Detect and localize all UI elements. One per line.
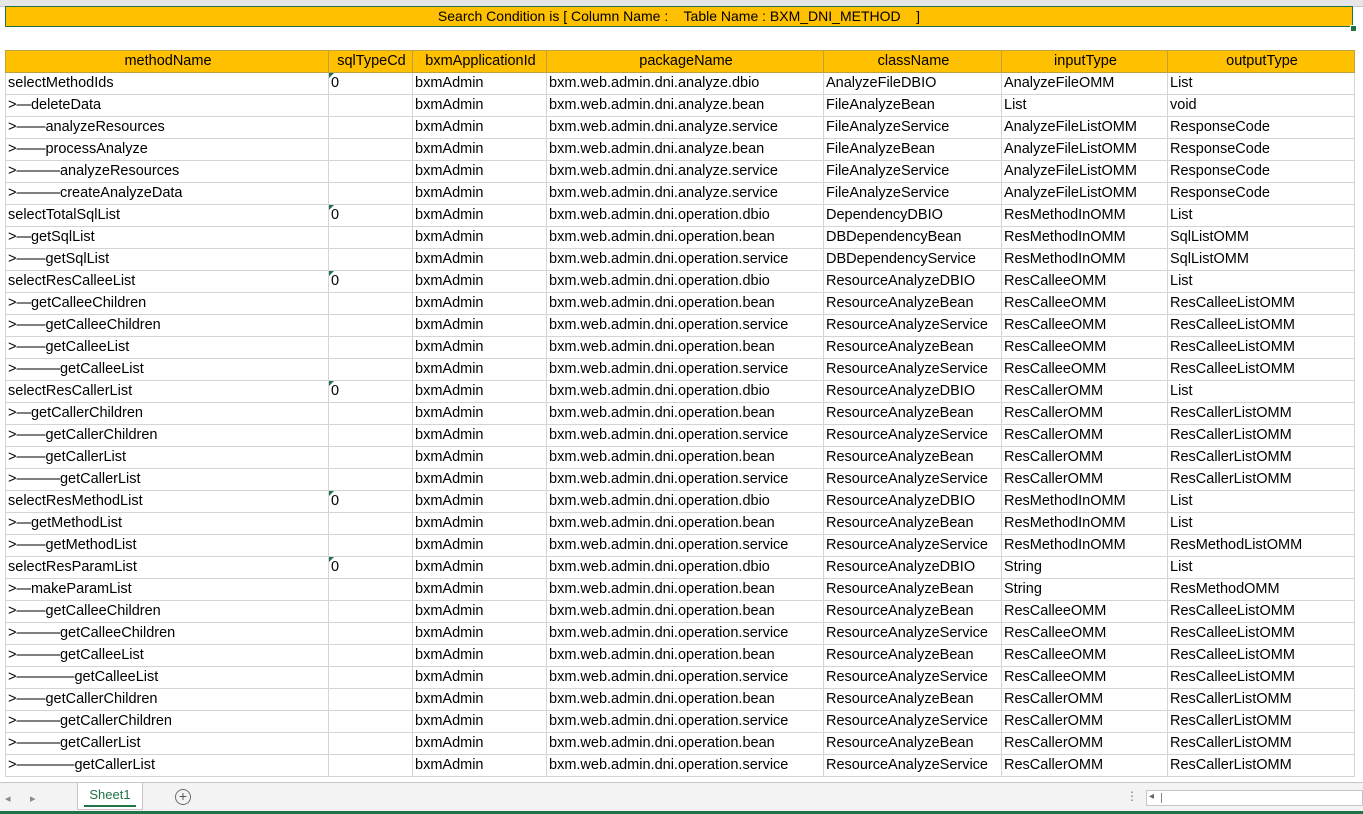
cell-outputType[interactable]: ResCalleeListOMM <box>1168 601 1355 623</box>
table-row <box>6 315 1355 337</box>
cell-className[interactable]: FileAnalyzeBean <box>824 139 1002 161</box>
cell-outputType[interactable]: ResCallerListOMM <box>1168 425 1355 447</box>
cell-sqlTypeCd[interactable] <box>329 117 413 139</box>
column-header[interactable]: packageName <box>547 51 824 73</box>
cell-className[interactable]: ResourceAnalyzeService <box>824 623 1002 645</box>
cell-bxmApplicationId[interactable]: bxmAdmin <box>413 359 547 381</box>
horizontal-scrollbar[interactable] <box>1146 790 1363 806</box>
column-header[interactable]: className <box>824 51 1002 73</box>
cell-outputType[interactable]: List <box>1168 557 1355 579</box>
cell-inputType[interactable]: ResCallerOMM <box>1002 689 1168 711</box>
cell-outputType[interactable]: ResCallerListOMM <box>1168 689 1355 711</box>
cell-sqlTypeCd[interactable] <box>329 183 413 205</box>
cell-bxmApplicationId[interactable]: bxmAdmin <box>413 645 547 667</box>
cell-outputType[interactable]: List <box>1168 513 1355 535</box>
table-row <box>6 249 1355 271</box>
cell-outputType[interactable]: ResCalleeListOMM <box>1168 337 1355 359</box>
table-row <box>6 733 1355 755</box>
cell-inputType[interactable]: ResCalleeOMM <box>1002 293 1168 315</box>
table-row <box>6 161 1355 183</box>
table-row <box>6 183 1355 205</box>
cell-inputType[interactable]: ResMethodInOMM <box>1002 227 1168 249</box>
cell-methodName[interactable]: >——getCalleeChildren <box>6 315 329 337</box>
cell-sqlTypeCd[interactable] <box>329 139 413 161</box>
cell-className[interactable]: DBDependencyService <box>824 249 1002 271</box>
cell-sqlTypeCd[interactable] <box>329 601 413 623</box>
cell-sqlTypeCd[interactable]: 0 <box>329 381 413 403</box>
cell-sqlTypeCd[interactable] <box>329 733 413 755</box>
cell-inputType[interactable]: ResCallerOMM <box>1002 381 1168 403</box>
cell-sqlTypeCd[interactable] <box>329 535 413 557</box>
table-row <box>6 403 1355 425</box>
table-row <box>6 623 1355 645</box>
table-row <box>6 535 1355 557</box>
table-row <box>6 381 1355 403</box>
cell-outputType[interactable]: List <box>1168 381 1355 403</box>
cell-methodName[interactable]: >——getSqlList <box>6 249 329 271</box>
column-header[interactable]: outputType <box>1168 51 1355 73</box>
cell-outputType[interactable]: ResCalleeListOMM <box>1168 623 1355 645</box>
cell-methodName[interactable]: >——analyzeResources <box>6 117 329 139</box>
cell-bxmApplicationId[interactable]: bxmAdmin <box>413 271 547 293</box>
cell-bxmApplicationId[interactable]: bxmAdmin <box>413 447 547 469</box>
cell-bxmApplicationId[interactable]: bxmAdmin <box>413 315 547 337</box>
cell-inputType[interactable]: ResCallerOMM <box>1002 403 1168 425</box>
green-triangle-icon <box>329 491 334 496</box>
cell-className[interactable]: ResourceAnalyzeBean <box>824 337 1002 359</box>
cell-sqlTypeCd[interactable] <box>329 623 413 645</box>
table-row <box>6 491 1355 513</box>
table-row <box>6 447 1355 469</box>
cell-bxmApplicationId[interactable]: bxmAdmin <box>413 755 547 777</box>
cell-methodName[interactable]: >———getCallerChildren <box>6 711 329 733</box>
cell-className[interactable]: ResourceAnalyzeService <box>824 315 1002 337</box>
cell-className[interactable]: ResourceAnalyzeService <box>824 469 1002 491</box>
cell-sqlTypeCd[interactable] <box>329 95 413 117</box>
cell-methodName[interactable]: >—getCalleeChildren <box>6 293 329 315</box>
cell-packageName[interactable]: bxm.web.admin.dni.operation.service <box>547 623 824 645</box>
cell-packageName[interactable]: bxm.web.admin.dni.operation.bean <box>547 447 824 469</box>
cell-bxmApplicationId[interactable]: bxmAdmin <box>413 579 547 601</box>
cell-bxmApplicationId[interactable]: bxmAdmin <box>413 491 547 513</box>
cell-outputType[interactable]: SqlListOMM <box>1168 227 1355 249</box>
cell-methodName[interactable]: >———analyzeResources <box>6 161 329 183</box>
cell-bxmApplicationId[interactable]: bxmAdmin <box>413 469 547 491</box>
column-header[interactable]: methodName <box>6 51 329 73</box>
cell-className[interactable]: FileAnalyzeService <box>824 161 1002 183</box>
cell-inputType[interactable]: ResCalleeOMM <box>1002 337 1168 359</box>
cell-packageName[interactable]: bxm.web.admin.dni.operation.dbio <box>547 205 824 227</box>
cell-className[interactable]: FileAnalyzeService <box>824 183 1002 205</box>
column-header[interactable]: sqlTypeCd <box>329 51 413 73</box>
cell-sqlTypeCd[interactable] <box>329 161 413 183</box>
cell-bxmApplicationId[interactable]: bxmAdmin <box>413 601 547 623</box>
cell-packageName[interactable]: bxm.web.admin.dni.analyze.bean <box>547 95 824 117</box>
cell-outputType[interactable]: ResCallerListOMM <box>1168 711 1355 733</box>
cell-bxmApplicationId[interactable]: bxmAdmin <box>413 425 547 447</box>
cell-bxmApplicationId[interactable]: bxmAdmin <box>413 117 547 139</box>
cell-outputType[interactable]: ResCalleeListOMM <box>1168 359 1355 381</box>
cell-bxmApplicationId[interactable]: bxmAdmin <box>413 205 547 227</box>
cell-packageName[interactable]: bxm.web.admin.dni.operation.service <box>547 755 824 777</box>
cell-outputType[interactable]: SqlListOMM <box>1168 249 1355 271</box>
split-handle-icon[interactable]: ⋮ <box>1126 789 1138 803</box>
cell-sqlTypeCd[interactable] <box>329 513 413 535</box>
cell-className[interactable]: ResourceAnalyzeService <box>824 755 1002 777</box>
cell-className[interactable]: ResourceAnalyzeBean <box>824 601 1002 623</box>
cell-outputType[interactable]: ResCallerListOMM <box>1168 403 1355 425</box>
table-row <box>6 755 1355 777</box>
cell-bxmApplicationId[interactable]: bxmAdmin <box>413 161 547 183</box>
cell-outputType[interactable]: ResCallerListOMM <box>1168 733 1355 755</box>
cell-packageName[interactable]: bxm.web.admin.dni.operation.bean <box>547 579 824 601</box>
table-row <box>6 711 1355 733</box>
cell-bxmApplicationId[interactable]: bxmAdmin <box>413 139 547 161</box>
cell-outputType[interactable]: ResMethodListOMM <box>1168 535 1355 557</box>
cell-methodName[interactable]: >————getCallerList <box>6 755 329 777</box>
cell-inputType[interactable]: AnalyzeFileListOMM <box>1002 161 1168 183</box>
table-row <box>6 139 1355 161</box>
cell-packageName[interactable]: bxm.web.admin.dni.analyze.service <box>547 183 824 205</box>
cell-methodName[interactable]: >—deleteData <box>6 95 329 117</box>
table-row <box>6 513 1355 535</box>
cell-inputType[interactable]: String <box>1002 557 1168 579</box>
cell-bxmApplicationId[interactable]: bxmAdmin <box>413 689 547 711</box>
cell-bxmApplicationId[interactable]: bxmAdmin <box>413 667 547 689</box>
green-triangle-icon <box>329 271 334 276</box>
cell-outputType[interactable]: ResCalleeListOMM <box>1168 667 1355 689</box>
cell-bxmApplicationId[interactable]: bxmAdmin <box>413 733 547 755</box>
sheet-nav-next-icon[interactable]: ▸ <box>30 793 36 805</box>
cell-methodName[interactable]: >———getCalleeChildren <box>6 623 329 645</box>
cell-packageName[interactable]: bxm.web.admin.dni.operation.bean <box>547 337 824 359</box>
cell-outputType[interactable]: ResCallerListOMM <box>1168 447 1355 469</box>
cell-methodName[interactable]: >—getSqlList <box>6 227 329 249</box>
cell-bxmApplicationId[interactable]: bxmAdmin <box>413 711 547 733</box>
cell-bxmApplicationId[interactable]: bxmAdmin <box>413 535 547 557</box>
cell-packageName[interactable]: bxm.web.admin.dni.analyze.bean <box>547 139 824 161</box>
cell-packageName[interactable]: bxm.web.admin.dni.analyze.dbio <box>547 73 824 95</box>
cell-packageName[interactable]: bxm.web.admin.dni.operation.bean <box>547 513 824 535</box>
table-row <box>6 293 1355 315</box>
cell-methodName[interactable]: selectResCallerList <box>6 381 329 403</box>
cell-inputType[interactable]: ResCalleeOMM <box>1002 645 1168 667</box>
table-row <box>6 205 1355 227</box>
cell-className[interactable]: FileAnalyzeBean <box>824 95 1002 117</box>
selection-fill-handle[interactable] <box>1350 25 1357 32</box>
cell-sqlTypeCd[interactable]: 0 <box>329 491 413 513</box>
scroll-thumb[interactable] <box>1161 793 1162 803</box>
table-row <box>6 579 1355 601</box>
cell-inputType[interactable]: ResCallerOMM <box>1002 469 1168 491</box>
cell-bxmApplicationId[interactable]: bxmAdmin <box>413 513 547 535</box>
green-triangle-icon <box>329 73 334 78</box>
cell-inputType[interactable]: ResCalleeOMM <box>1002 667 1168 689</box>
cell-inputType[interactable]: ResCalleeOMM <box>1002 271 1168 293</box>
cell-sqlTypeCd[interactable] <box>329 337 413 359</box>
cell-outputType[interactable]: ResCalleeListOMM <box>1168 645 1355 667</box>
cell-outputType[interactable]: ResCalleeListOMM <box>1168 315 1355 337</box>
cell-sqlTypeCd[interactable]: 0 <box>329 205 413 227</box>
cell-outputType[interactable]: ResCalleeListOMM <box>1168 293 1355 315</box>
cell-className[interactable]: ResourceAnalyzeBean <box>824 733 1002 755</box>
cell-packageName[interactable]: bxm.web.admin.dni.operation.service <box>547 711 824 733</box>
cell-packageName[interactable]: bxm.web.admin.dni.operation.bean <box>547 689 824 711</box>
cell-outputType[interactable]: ResponseCode <box>1168 183 1355 205</box>
green-triangle-icon <box>329 557 334 562</box>
data-grid <box>5 50 1355 777</box>
cell-className[interactable]: ResourceAnalyzeService <box>824 711 1002 733</box>
cell-sqlTypeCd[interactable]: 0 <box>329 557 413 579</box>
cell-className[interactable]: ResourceAnalyzeBean <box>824 579 1002 601</box>
cell-outputType[interactable]: ResCallerListOMM <box>1168 755 1355 777</box>
table-row <box>6 73 1355 95</box>
header-row <box>6 51 1355 73</box>
cell-packageName[interactable]: bxm.web.admin.dni.operation.bean <box>547 645 824 667</box>
table-row <box>6 667 1355 689</box>
cell-inputType[interactable]: ResCallerOMM <box>1002 711 1168 733</box>
cell-methodName[interactable]: >———getCalleeList <box>6 359 329 381</box>
cell-outputType[interactable]: void <box>1168 95 1355 117</box>
cell-sqlTypeCd[interactable] <box>329 315 413 337</box>
cell-bxmApplicationId[interactable]: bxmAdmin <box>413 95 547 117</box>
green-triangle-icon <box>329 205 334 210</box>
cell-methodName[interactable]: selectResParamList <box>6 557 329 579</box>
cell-className[interactable]: FileAnalyzeService <box>824 117 1002 139</box>
sheet-nav-prev-icon[interactable]: ◂ <box>5 793 11 805</box>
sheet-tab-sheet1[interactable]: Sheet1 <box>77 783 143 810</box>
table-row <box>6 469 1355 491</box>
cell-className[interactable]: ResourceAnalyzeBean <box>824 513 1002 535</box>
table-row <box>6 95 1355 117</box>
cell-sqlTypeCd[interactable] <box>329 403 413 425</box>
cell-inputType[interactable]: ResMethodInOMM <box>1002 205 1168 227</box>
cell-outputType[interactable]: List <box>1168 271 1355 293</box>
cell-sqlTypeCd[interactable] <box>329 667 413 689</box>
cell-className[interactable]: ResourceAnalyzeService <box>824 535 1002 557</box>
cell-inputType[interactable]: ResMethodInOMM <box>1002 535 1168 557</box>
cell-className[interactable]: ResourceAnalyzeBean <box>824 403 1002 425</box>
cell-methodName[interactable]: >—makeParamList <box>6 579 329 601</box>
cell-packageName[interactable]: bxm.web.admin.dni.operation.bean <box>547 227 824 249</box>
table-row <box>6 117 1355 139</box>
plus-circle-icon[interactable]: + <box>175 789 191 805</box>
cell-inputType[interactable]: ResCallerOMM <box>1002 447 1168 469</box>
cell-inputType[interactable]: AnalyzeFileListOMM <box>1002 139 1168 161</box>
cell-methodName[interactable]: >—getMethodList <box>6 513 329 535</box>
cell-bxmApplicationId[interactable]: bxmAdmin <box>413 337 547 359</box>
cell-sqlTypeCd[interactable] <box>329 711 413 733</box>
table-row <box>6 271 1355 293</box>
cell-className[interactable]: ResourceAnalyzeDBIO <box>824 491 1002 513</box>
cell-packageName[interactable]: bxm.web.admin.dni.analyze.service <box>547 161 824 183</box>
cell-inputType[interactable]: ResCalleeOMM <box>1002 623 1168 645</box>
scroll-left-icon[interactable]: ◂ <box>1149 791 1155 802</box>
cell-bxmApplicationId[interactable]: bxmAdmin <box>413 249 547 271</box>
cell-methodName[interactable]: >——processAnalyze <box>6 139 329 161</box>
cell-packageName[interactable]: bxm.web.admin.dni.operation.service <box>547 469 824 491</box>
cell-outputType[interactable]: List <box>1168 491 1355 513</box>
cell-className[interactable]: DBDependencyBean <box>824 227 1002 249</box>
cell-packageName[interactable]: bxm.web.admin.dni.operation.service <box>547 667 824 689</box>
cell-sqlTypeCd[interactable] <box>329 579 413 601</box>
cell-methodName[interactable]: >———getCallerList <box>6 733 329 755</box>
cell-methodName[interactable]: >——getMethodList <box>6 535 329 557</box>
cell-outputType[interactable]: ResMethodOMM <box>1168 579 1355 601</box>
cell-inputType[interactable]: ResMethodInOMM <box>1002 491 1168 513</box>
cell-sqlTypeCd[interactable] <box>329 755 413 777</box>
cell-inputType[interactable]: AnalyzeFileListOMM <box>1002 117 1168 139</box>
column-header[interactable]: bxmApplicationId <box>413 51 547 73</box>
cell-packageName[interactable]: bxm.web.admin.dni.operation.service <box>547 359 824 381</box>
cell-inputType[interactable]: ResMethodInOMM <box>1002 513 1168 535</box>
cell-packageName[interactable]: bxm.web.admin.dni.operation.dbio <box>547 271 824 293</box>
table-row <box>6 601 1355 623</box>
search-condition-banner[interactable]: Search Condition is [ Column Name : Table Name : BXM_DNI_METHOD ] <box>5 6 1353 27</box>
table-row <box>6 227 1355 249</box>
cell-outputType[interactable]: List <box>1168 205 1355 227</box>
cell-methodName[interactable]: >———getCalleeList <box>6 645 329 667</box>
cell-methodName[interactable]: selectResMethodList <box>6 491 329 513</box>
cell-packageName[interactable]: bxm.web.admin.dni.operation.dbio <box>547 381 824 403</box>
cell-methodName[interactable]: >——getCallerChildren <box>6 425 329 447</box>
cell-bxmApplicationId[interactable]: bxmAdmin <box>413 381 547 403</box>
cell-inputType[interactable]: AnalyzeFileListOMM <box>1002 183 1168 205</box>
cell-sqlTypeCd[interactable] <box>329 227 413 249</box>
cell-className[interactable]: ResourceAnalyzeBean <box>824 689 1002 711</box>
cell-sqlTypeCd[interactable] <box>329 293 413 315</box>
cell-className[interactable]: ResourceAnalyzeService <box>824 425 1002 447</box>
table-row <box>6 337 1355 359</box>
cell-inputType[interactable]: ResMethodInOMM <box>1002 249 1168 271</box>
cell-bxmApplicationId[interactable]: bxmAdmin <box>413 73 547 95</box>
cell-inputType[interactable]: ResCalleeOMM <box>1002 315 1168 337</box>
cell-className[interactable]: ResourceAnalyzeDBIO <box>824 381 1002 403</box>
sheet-tab-bar <box>0 782 1363 814</box>
cell-bxmApplicationId[interactable]: bxmAdmin <box>413 293 547 315</box>
cell-sqlTypeCd[interactable] <box>329 249 413 271</box>
table-row <box>6 689 1355 711</box>
cell-packageName[interactable]: bxm.web.admin.dni.analyze.service <box>547 117 824 139</box>
cell-bxmApplicationId[interactable]: bxmAdmin <box>413 227 547 249</box>
cell-sqlTypeCd[interactable] <box>329 469 413 491</box>
table-row <box>6 557 1355 579</box>
cell-inputType[interactable]: ResCalleeOMM <box>1002 601 1168 623</box>
cell-inputType[interactable]: String <box>1002 579 1168 601</box>
cell-packageName[interactable]: bxm.web.admin.dni.operation.dbio <box>547 557 824 579</box>
cell-sqlTypeCd[interactable] <box>329 689 413 711</box>
table-row <box>6 425 1355 447</box>
cell-outputType[interactable]: ResCallerListOMM <box>1168 469 1355 491</box>
cell-inputType[interactable]: ResCalleeOMM <box>1002 359 1168 381</box>
cell-inputType[interactable]: ResCallerOMM <box>1002 755 1168 777</box>
table-row <box>6 645 1355 667</box>
cell-inputType[interactable]: ResCallerOMM <box>1002 425 1168 447</box>
cell-methodName[interactable]: >—getCallerChildren <box>6 403 329 425</box>
cell-packageName[interactable]: bxm.web.admin.dni.operation.service <box>547 535 824 557</box>
cell-bxmApplicationId[interactable]: bxmAdmin <box>413 623 547 645</box>
cell-inputType[interactable]: ResCallerOMM <box>1002 733 1168 755</box>
cell-className[interactable]: ResourceAnalyzeDBIO <box>824 557 1002 579</box>
cell-methodName[interactable]: >———getCallerList <box>6 469 329 491</box>
cell-packageName[interactable]: bxm.web.admin.dni.operation.bean <box>547 601 824 623</box>
cell-methodName[interactable]: >——getCalleeList <box>6 337 329 359</box>
cell-packageName[interactable]: bxm.web.admin.dni.operation.service <box>547 425 824 447</box>
cell-methodName[interactable]: selectMethodIds <box>6 73 329 95</box>
cell-className[interactable]: ResourceAnalyzeService <box>824 667 1002 689</box>
cell-className[interactable]: ResourceAnalyzeBean <box>824 645 1002 667</box>
cell-methodName[interactable]: >——getCalleeChildren <box>6 601 329 623</box>
cell-methodName[interactable]: >——getCallerList <box>6 447 329 469</box>
cell-inputType[interactable]: List <box>1002 95 1168 117</box>
cell-packageName[interactable]: bxm.web.admin.dni.operation.bean <box>547 403 824 425</box>
cell-className[interactable]: ResourceAnalyzeBean <box>824 447 1002 469</box>
cell-bxmApplicationId[interactable]: bxmAdmin <box>413 183 547 205</box>
cell-packageName[interactable]: bxm.web.admin.dni.operation.service <box>547 315 824 337</box>
cell-packageName[interactable]: bxm.web.admin.dni.operation.bean <box>547 293 824 315</box>
cell-outputType[interactable]: ResponseCode <box>1168 161 1355 183</box>
cell-packageName[interactable]: bxm.web.admin.dni.operation.bean <box>547 733 824 755</box>
cell-packageName[interactable]: bxm.web.admin.dni.operation.dbio <box>547 491 824 513</box>
cell-sqlTypeCd[interactable]: 0 <box>329 73 413 95</box>
cell-outputType[interactable]: ResponseCode <box>1168 117 1355 139</box>
cell-sqlTypeCd[interactable] <box>329 645 413 667</box>
cell-className[interactable]: ResourceAnalyzeDBIO <box>824 271 1002 293</box>
cell-methodName[interactable]: >———createAnalyzeData <box>6 183 329 205</box>
cell-sqlTypeCd[interactable]: 0 <box>329 271 413 293</box>
cell-inputType[interactable]: AnalyzeFileOMM <box>1002 73 1168 95</box>
cell-bxmApplicationId[interactable]: bxmAdmin <box>413 403 547 425</box>
cell-className[interactable]: ResourceAnalyzeBean <box>824 293 1002 315</box>
cell-outputType[interactable]: ResponseCode <box>1168 139 1355 161</box>
cell-className[interactable]: AnalyzeFileDBIO <box>824 73 1002 95</box>
table-row <box>6 359 1355 381</box>
cell-bxmApplicationId[interactable]: bxmAdmin <box>413 557 547 579</box>
cell-sqlTypeCd[interactable] <box>329 447 413 469</box>
cell-className[interactable]: DependencyDBIO <box>824 205 1002 227</box>
cell-methodName[interactable]: selectResCalleeList <box>6 271 329 293</box>
column-header[interactable]: inputType <box>1002 51 1168 73</box>
green-triangle-icon <box>329 381 334 386</box>
cell-methodName[interactable]: >————getCalleeList <box>6 667 329 689</box>
cell-methodName[interactable]: >——getCallerChildren <box>6 689 329 711</box>
cell-sqlTypeCd[interactable] <box>329 359 413 381</box>
cell-sqlTypeCd[interactable] <box>329 425 413 447</box>
cell-outputType[interactable]: List <box>1168 73 1355 95</box>
cell-methodName[interactable]: selectTotalSqlList <box>6 205 329 227</box>
cell-packageName[interactable]: bxm.web.admin.dni.operation.service <box>547 249 824 271</box>
cell-className[interactable]: ResourceAnalyzeService <box>824 359 1002 381</box>
